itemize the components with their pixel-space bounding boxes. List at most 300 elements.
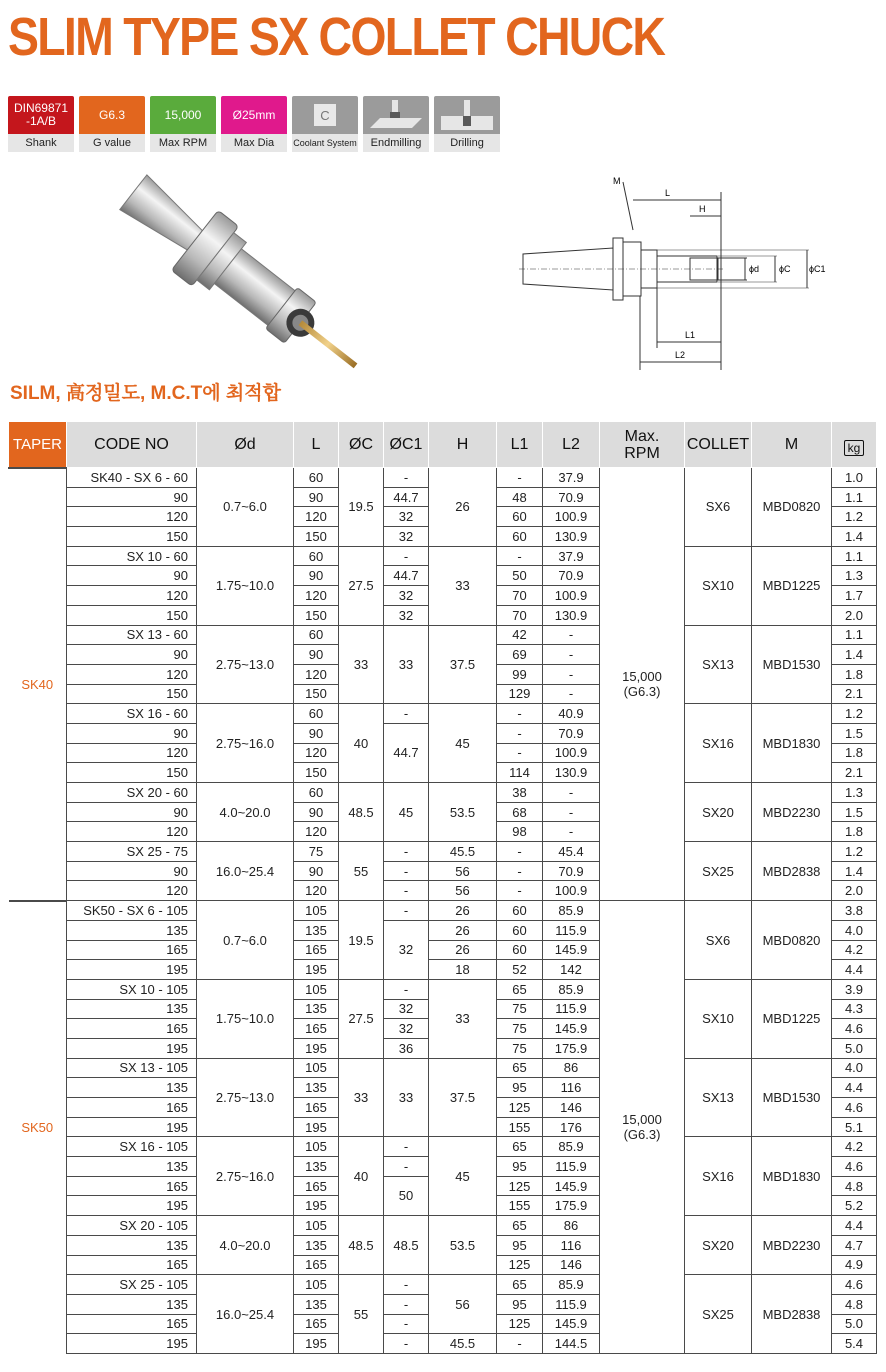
- l1-cell: 95: [497, 1078, 543, 1098]
- kg-cell: 4.8: [832, 1294, 877, 1314]
- subtitle: SILM, 高정밀도, M.C.T에 최적합: [10, 383, 281, 404]
- collet-cell: SX10: [685, 546, 752, 625]
- kg-cell: 1.3: [832, 566, 877, 586]
- drawing-label-c: ϕC: [779, 264, 791, 274]
- taper-cell: SK40: [9, 468, 67, 901]
- l1-cell: 42: [497, 625, 543, 645]
- header-max-rpm: Max. RPM: [600, 422, 685, 468]
- kg-cell: 3.9: [832, 979, 877, 999]
- l1-cell: 60: [497, 901, 543, 921]
- c1-cell: -: [384, 704, 429, 724]
- l2-cell: 175.9: [543, 1196, 600, 1216]
- weight-icon: kg: [844, 440, 865, 456]
- l2-cell: 145.9: [543, 1019, 600, 1039]
- kg-cell: 4.0: [832, 1058, 877, 1078]
- kg-cell: 4.3: [832, 999, 877, 1019]
- m-cell: MBD0820: [752, 901, 832, 980]
- c1-cell: 32: [384, 527, 429, 547]
- l-cell: 90: [294, 645, 339, 665]
- l-cell: 195: [294, 1038, 339, 1058]
- drawing-label-l2: L2: [675, 350, 686, 360]
- c1-cell: -: [384, 881, 429, 901]
- kg-cell: 4.2: [832, 940, 877, 960]
- code-cell: 120: [67, 881, 197, 901]
- l2-cell: -: [543, 822, 600, 842]
- code-cell: 135: [67, 1078, 197, 1098]
- l-cell: 165: [294, 1098, 339, 1118]
- code-cell: 150: [67, 605, 197, 625]
- l-cell: 135: [294, 1235, 339, 1255]
- header-collet: COLLET: [685, 422, 752, 468]
- code-cell: 90: [67, 487, 197, 507]
- code-cell: 150: [67, 527, 197, 547]
- code-cell: 135: [67, 920, 197, 940]
- l-cell: 105: [294, 1216, 339, 1236]
- kg-cell: 5.0: [832, 1314, 877, 1334]
- l-cell: 165: [294, 1255, 339, 1275]
- l1-cell: 125: [497, 1314, 543, 1334]
- h-cell: 45.5: [429, 842, 497, 862]
- m-cell: MBD1530: [752, 625, 832, 704]
- h-cell: 33: [429, 546, 497, 625]
- kg-cell: 1.0: [832, 468, 877, 488]
- m-cell: MBD1530: [752, 1058, 832, 1137]
- code-cell: SX 25 - 75: [67, 842, 197, 862]
- l-cell: 120: [294, 881, 339, 901]
- l2-cell: 85.9: [543, 979, 600, 999]
- l2-cell: 70.9: [543, 723, 600, 743]
- h-cell: 26: [429, 940, 497, 960]
- l2-cell: 115.9: [543, 920, 600, 940]
- c-cell: 55: [339, 1275, 384, 1354]
- collet-cell: SX13: [685, 625, 752, 704]
- l-cell: 60: [294, 783, 339, 803]
- l1-cell: -: [497, 842, 543, 862]
- kg-cell: 4.9: [832, 1255, 877, 1275]
- code-cell: 165: [67, 1098, 197, 1118]
- code-cell: 90: [67, 645, 197, 665]
- badge-value: Ø25mm: [221, 96, 287, 134]
- l1-cell: 95: [497, 1157, 543, 1177]
- kg-cell: 5.4: [832, 1334, 877, 1354]
- l2-cell: -: [543, 802, 600, 822]
- kg-cell: 1.1: [832, 625, 877, 645]
- kg-cell: 4.4: [832, 1216, 877, 1236]
- l2-cell: 115.9: [543, 999, 600, 1019]
- code-cell: 165: [67, 1176, 197, 1196]
- code-cell: SX 25 - 105: [67, 1275, 197, 1295]
- l1-cell: 65: [497, 1275, 543, 1295]
- header-m: M: [752, 422, 832, 468]
- code-cell: 90: [67, 802, 197, 822]
- l1-cell: 68: [497, 802, 543, 822]
- code-cell: 90: [67, 566, 197, 586]
- l1-cell: 114: [497, 763, 543, 783]
- header-l2: L2: [543, 422, 600, 468]
- code-cell: 135: [67, 999, 197, 1019]
- l-cell: 105: [294, 901, 339, 921]
- drilling-icon: [434, 96, 500, 134]
- kg-cell: 1.3: [832, 783, 877, 803]
- m-cell: MBD1225: [752, 546, 832, 625]
- l1-cell: 99: [497, 664, 543, 684]
- code-cell: 120: [67, 586, 197, 606]
- l2-cell: 145.9: [543, 1314, 600, 1334]
- l2-cell: 37.9: [543, 468, 600, 488]
- badge-max-dia: [221, 96, 287, 152]
- c1-cell: 50: [384, 1176, 429, 1215]
- c1-cell: -: [384, 1137, 429, 1157]
- drawing-label-h: H: [699, 204, 706, 214]
- collet-cell: SX16: [685, 704, 752, 783]
- drawing-label-m: M: [613, 176, 621, 186]
- table-row: [9, 979, 877, 999]
- l1-cell: 65: [497, 1058, 543, 1078]
- rpm-cell: 15,000 (G6.3): [600, 901, 685, 1354]
- kg-cell: 1.7: [832, 586, 877, 606]
- badge-value: 15,000: [150, 96, 216, 134]
- header--c1: ØC1: [384, 422, 429, 468]
- h-cell: 45: [429, 704, 497, 783]
- header-code-no: CODE NO: [67, 422, 197, 468]
- page-title: SLIM TYPE SX COLLET CHUCK: [8, 7, 665, 67]
- h-cell: 18: [429, 960, 497, 980]
- code-cell: 135: [67, 1235, 197, 1255]
- l-cell: 135: [294, 1078, 339, 1098]
- l-cell: 195: [294, 1196, 339, 1216]
- table-row: [9, 546, 877, 566]
- d-cell: 0.7~6.0: [197, 901, 294, 980]
- drawing-label-c1: ϕC1: [809, 264, 826, 274]
- code-cell: 150: [67, 763, 197, 783]
- l1-cell: 65: [497, 979, 543, 999]
- l-cell: 120: [294, 507, 339, 527]
- code-cell: SX 10 - 105: [67, 979, 197, 999]
- l2-cell: 100.9: [543, 586, 600, 606]
- c1-cell: 32: [384, 1019, 429, 1039]
- collet-cell: SX10: [685, 979, 752, 1058]
- kg-cell: 1.5: [832, 723, 877, 743]
- l-cell: 165: [294, 1019, 339, 1039]
- l1-cell: 48: [497, 487, 543, 507]
- l-cell: 90: [294, 723, 339, 743]
- c-cell: 48.5: [339, 1216, 384, 1275]
- code-cell: 90: [67, 723, 197, 743]
- l1-cell: 60: [497, 507, 543, 527]
- l2-cell: 146: [543, 1255, 600, 1275]
- kg-cell: 1.1: [832, 487, 877, 507]
- badge-coolant-system: [292, 96, 358, 152]
- c1-cell: 44.7: [384, 566, 429, 586]
- l2-cell: -: [543, 625, 600, 645]
- d-cell: 2.75~16.0: [197, 704, 294, 783]
- l2-cell: 145.9: [543, 1176, 600, 1196]
- l1-cell: -: [497, 723, 543, 743]
- badge-max-rpm: [150, 96, 216, 152]
- collet-cell: SX16: [685, 1137, 752, 1216]
- collet-cell: SX25: [685, 842, 752, 901]
- l2-cell: -: [543, 664, 600, 684]
- rpm-cell: 15,000 (G6.3): [600, 468, 685, 901]
- l1-cell: 95: [497, 1294, 543, 1314]
- l-cell: 135: [294, 1157, 339, 1177]
- h-cell: 56: [429, 861, 497, 881]
- header--d: Ød: [197, 422, 294, 468]
- badge-g-value: [79, 96, 145, 152]
- l-cell: 60: [294, 468, 339, 488]
- c1-cell: 32: [384, 999, 429, 1019]
- code-cell: SX 10 - 60: [67, 546, 197, 566]
- code-cell: 135: [67, 1294, 197, 1314]
- l-cell: 120: [294, 822, 339, 842]
- c1-cell: -: [384, 842, 429, 862]
- c-cell: 33: [339, 625, 384, 704]
- m-cell: MBD0820: [752, 468, 832, 547]
- table-row: [9, 468, 877, 488]
- h-cell: 45.5: [429, 1334, 497, 1354]
- l1-cell: -: [497, 1334, 543, 1354]
- table-row: [9, 1058, 877, 1078]
- badge-label: G value: [79, 134, 145, 152]
- l2-cell: 70.9: [543, 566, 600, 586]
- l-cell: 135: [294, 920, 339, 940]
- m-cell: MBD1830: [752, 704, 832, 783]
- l-cell: 60: [294, 546, 339, 566]
- l-cell: 120: [294, 743, 339, 763]
- m-cell: MBD2838: [752, 1275, 832, 1354]
- l1-cell: -: [497, 468, 543, 488]
- l-cell: 165: [294, 1176, 339, 1196]
- l2-cell: 100.9: [543, 507, 600, 527]
- code-cell: 135: [67, 1157, 197, 1177]
- kg-cell: 4.8: [832, 1176, 877, 1196]
- l2-cell: 116: [543, 1078, 600, 1098]
- kg-cell: 4.6: [832, 1157, 877, 1177]
- code-cell: 195: [67, 1196, 197, 1216]
- kg-cell: 1.2: [832, 507, 877, 527]
- m-cell: MBD2230: [752, 1216, 832, 1275]
- l2-cell: 146: [543, 1098, 600, 1118]
- drawing-label-d: ϕd: [749, 264, 760, 274]
- badge-endmilling: [363, 96, 429, 152]
- badge-value: G6.3: [79, 96, 145, 134]
- l-cell: 195: [294, 1334, 339, 1354]
- header-l: L: [294, 422, 339, 468]
- c-cell: 40: [339, 1137, 384, 1216]
- l2-cell: 175.9: [543, 1038, 600, 1058]
- h-cell: 56: [429, 1275, 497, 1334]
- code-cell: 120: [67, 664, 197, 684]
- l-cell: 135: [294, 999, 339, 1019]
- m-cell: MBD1225: [752, 979, 832, 1058]
- code-cell: 195: [67, 960, 197, 980]
- l2-cell: 40.9: [543, 704, 600, 724]
- l1-cell: -: [497, 704, 543, 724]
- kg-cell: 5.1: [832, 1117, 877, 1137]
- l1-cell: 65: [497, 1216, 543, 1236]
- l1-cell: -: [497, 546, 543, 566]
- l2-cell: 130.9: [543, 763, 600, 783]
- l-cell: 135: [294, 1294, 339, 1314]
- l1-cell: -: [497, 743, 543, 763]
- l2-cell: 142: [543, 960, 600, 980]
- l2-cell: 100.9: [543, 743, 600, 763]
- l1-cell: 60: [497, 527, 543, 547]
- badge-value: DIN69871 -1A/B: [8, 96, 74, 134]
- h-cell: 26: [429, 920, 497, 940]
- d-cell: 1.75~10.0: [197, 546, 294, 625]
- code-cell: SX 16 - 60: [67, 704, 197, 724]
- l2-cell: 130.9: [543, 527, 600, 547]
- l-cell: 90: [294, 861, 339, 881]
- kg-cell: 4.4: [832, 1078, 877, 1098]
- c1-cell: -: [384, 901, 429, 921]
- l1-cell: 69: [497, 645, 543, 665]
- code-cell: 120: [67, 743, 197, 763]
- header-kg: [832, 422, 877, 468]
- kg-cell: 2.0: [832, 605, 877, 625]
- c1-cell: -: [384, 979, 429, 999]
- l-cell: 120: [294, 586, 339, 606]
- l-cell: 60: [294, 625, 339, 645]
- kg-cell: 1.4: [832, 645, 877, 665]
- l1-cell: 125: [497, 1255, 543, 1275]
- l1-cell: 98: [497, 822, 543, 842]
- table-row: [9, 704, 877, 724]
- code-cell: SX 20 - 105: [67, 1216, 197, 1236]
- code-cell: 165: [67, 1019, 197, 1039]
- c1-cell: -: [384, 1314, 429, 1334]
- c-cell: 33: [339, 1058, 384, 1137]
- l1-cell: 129: [497, 684, 543, 704]
- spec-badges: [8, 96, 500, 152]
- l1-cell: 65: [497, 1137, 543, 1157]
- l-cell: 90: [294, 566, 339, 586]
- code-cell: SX 16 - 105: [67, 1137, 197, 1157]
- c-cell: 27.5: [339, 979, 384, 1058]
- l1-cell: 52: [497, 960, 543, 980]
- l2-cell: 85.9: [543, 1137, 600, 1157]
- taper-cell: SK50: [9, 901, 67, 1354]
- table-row: [9, 625, 877, 645]
- kg-cell: 1.4: [832, 861, 877, 881]
- h-cell: 26: [429, 901, 497, 921]
- kg-cell: 3.8: [832, 901, 877, 921]
- code-cell: 120: [67, 507, 197, 527]
- collet-cell: SX13: [685, 1058, 752, 1137]
- l-cell: 165: [294, 940, 339, 960]
- kg-cell: 1.2: [832, 842, 877, 862]
- kg-cell: 2.1: [832, 763, 877, 783]
- h-cell: 26: [429, 468, 497, 547]
- code-cell: SK50 - SX 6 - 105: [67, 901, 197, 921]
- l1-cell: -: [497, 861, 543, 881]
- table-header: [9, 422, 877, 468]
- l-cell: 120: [294, 664, 339, 684]
- c-cell: 19.5: [339, 468, 384, 547]
- d-cell: 2.75~13.0: [197, 625, 294, 704]
- m-cell: MBD1830: [752, 1137, 832, 1216]
- l-cell: 60: [294, 704, 339, 724]
- collet-cell: SX6: [685, 468, 752, 547]
- l1-cell: 70: [497, 586, 543, 606]
- c1-cell: 36: [384, 1038, 429, 1058]
- kg-cell: 4.4: [832, 960, 877, 980]
- l-cell: 105: [294, 1137, 339, 1157]
- l1-cell: -: [497, 881, 543, 901]
- c1-cell: 44.7: [384, 487, 429, 507]
- l2-cell: 70.9: [543, 487, 600, 507]
- c-cell: 55: [339, 842, 384, 901]
- c1-cell: -: [384, 1334, 429, 1354]
- l2-cell: 115.9: [543, 1157, 600, 1177]
- l1-cell: 38: [497, 783, 543, 803]
- code-cell: 195: [67, 1038, 197, 1058]
- d-cell: 4.0~20.0: [197, 1216, 294, 1275]
- c1-cell: 45: [384, 783, 429, 842]
- h-cell: 45: [429, 1137, 497, 1216]
- d-cell: 16.0~25.4: [197, 842, 294, 901]
- badge-label: Endmilling: [363, 134, 429, 152]
- c1-cell: 44.7: [384, 723, 429, 782]
- code-cell: 165: [67, 1255, 197, 1275]
- l2-cell: 145.9: [543, 940, 600, 960]
- d-cell: 4.0~20.0: [197, 783, 294, 842]
- l-cell: 105: [294, 1058, 339, 1078]
- l2-cell: 116: [543, 1235, 600, 1255]
- l2-cell: 86: [543, 1216, 600, 1236]
- kg-cell: 4.6: [832, 1019, 877, 1039]
- table-row: [9, 842, 877, 862]
- badge-shank: [8, 96, 74, 152]
- d-cell: 2.75~16.0: [197, 1137, 294, 1216]
- kg-cell: 1.5: [832, 802, 877, 822]
- c1-cell: 33: [384, 625, 429, 704]
- badge-label: Drilling: [434, 134, 500, 152]
- header-h: H: [429, 422, 497, 468]
- badge-label: Max Dia: [221, 134, 287, 152]
- code-cell: 195: [67, 1334, 197, 1354]
- c-cell: 19.5: [339, 901, 384, 980]
- l2-cell: 85.9: [543, 901, 600, 921]
- l2-cell: 144.5: [543, 1334, 600, 1354]
- m-cell: MBD2230: [752, 783, 832, 842]
- l1-cell: 50: [497, 566, 543, 586]
- kg-cell: 2.0: [832, 881, 877, 901]
- header-l1: L1: [497, 422, 543, 468]
- l1-cell: 155: [497, 1117, 543, 1137]
- spec-table: [8, 421, 877, 1354]
- kg-cell: 1.2: [832, 704, 877, 724]
- kg-cell: 4.0: [832, 920, 877, 940]
- kg-cell: 1.8: [832, 822, 877, 842]
- kg-cell: 4.6: [832, 1098, 877, 1118]
- product-photo: [70, 160, 390, 390]
- table-row: [9, 1216, 877, 1236]
- l-cell: 150: [294, 527, 339, 547]
- l-cell: 90: [294, 487, 339, 507]
- m-cell: MBD2838: [752, 842, 832, 901]
- c1-cell: 48.5: [384, 1216, 429, 1275]
- coolant-letter: C: [314, 104, 336, 126]
- c1-cell: -: [384, 468, 429, 488]
- l-cell: 105: [294, 1275, 339, 1295]
- l-cell: 195: [294, 960, 339, 980]
- collet-cell: SX6: [685, 901, 752, 980]
- drawing-label-l: L: [665, 188, 671, 198]
- l2-cell: 130.9: [543, 605, 600, 625]
- collet-cell: SX20: [685, 1216, 752, 1275]
